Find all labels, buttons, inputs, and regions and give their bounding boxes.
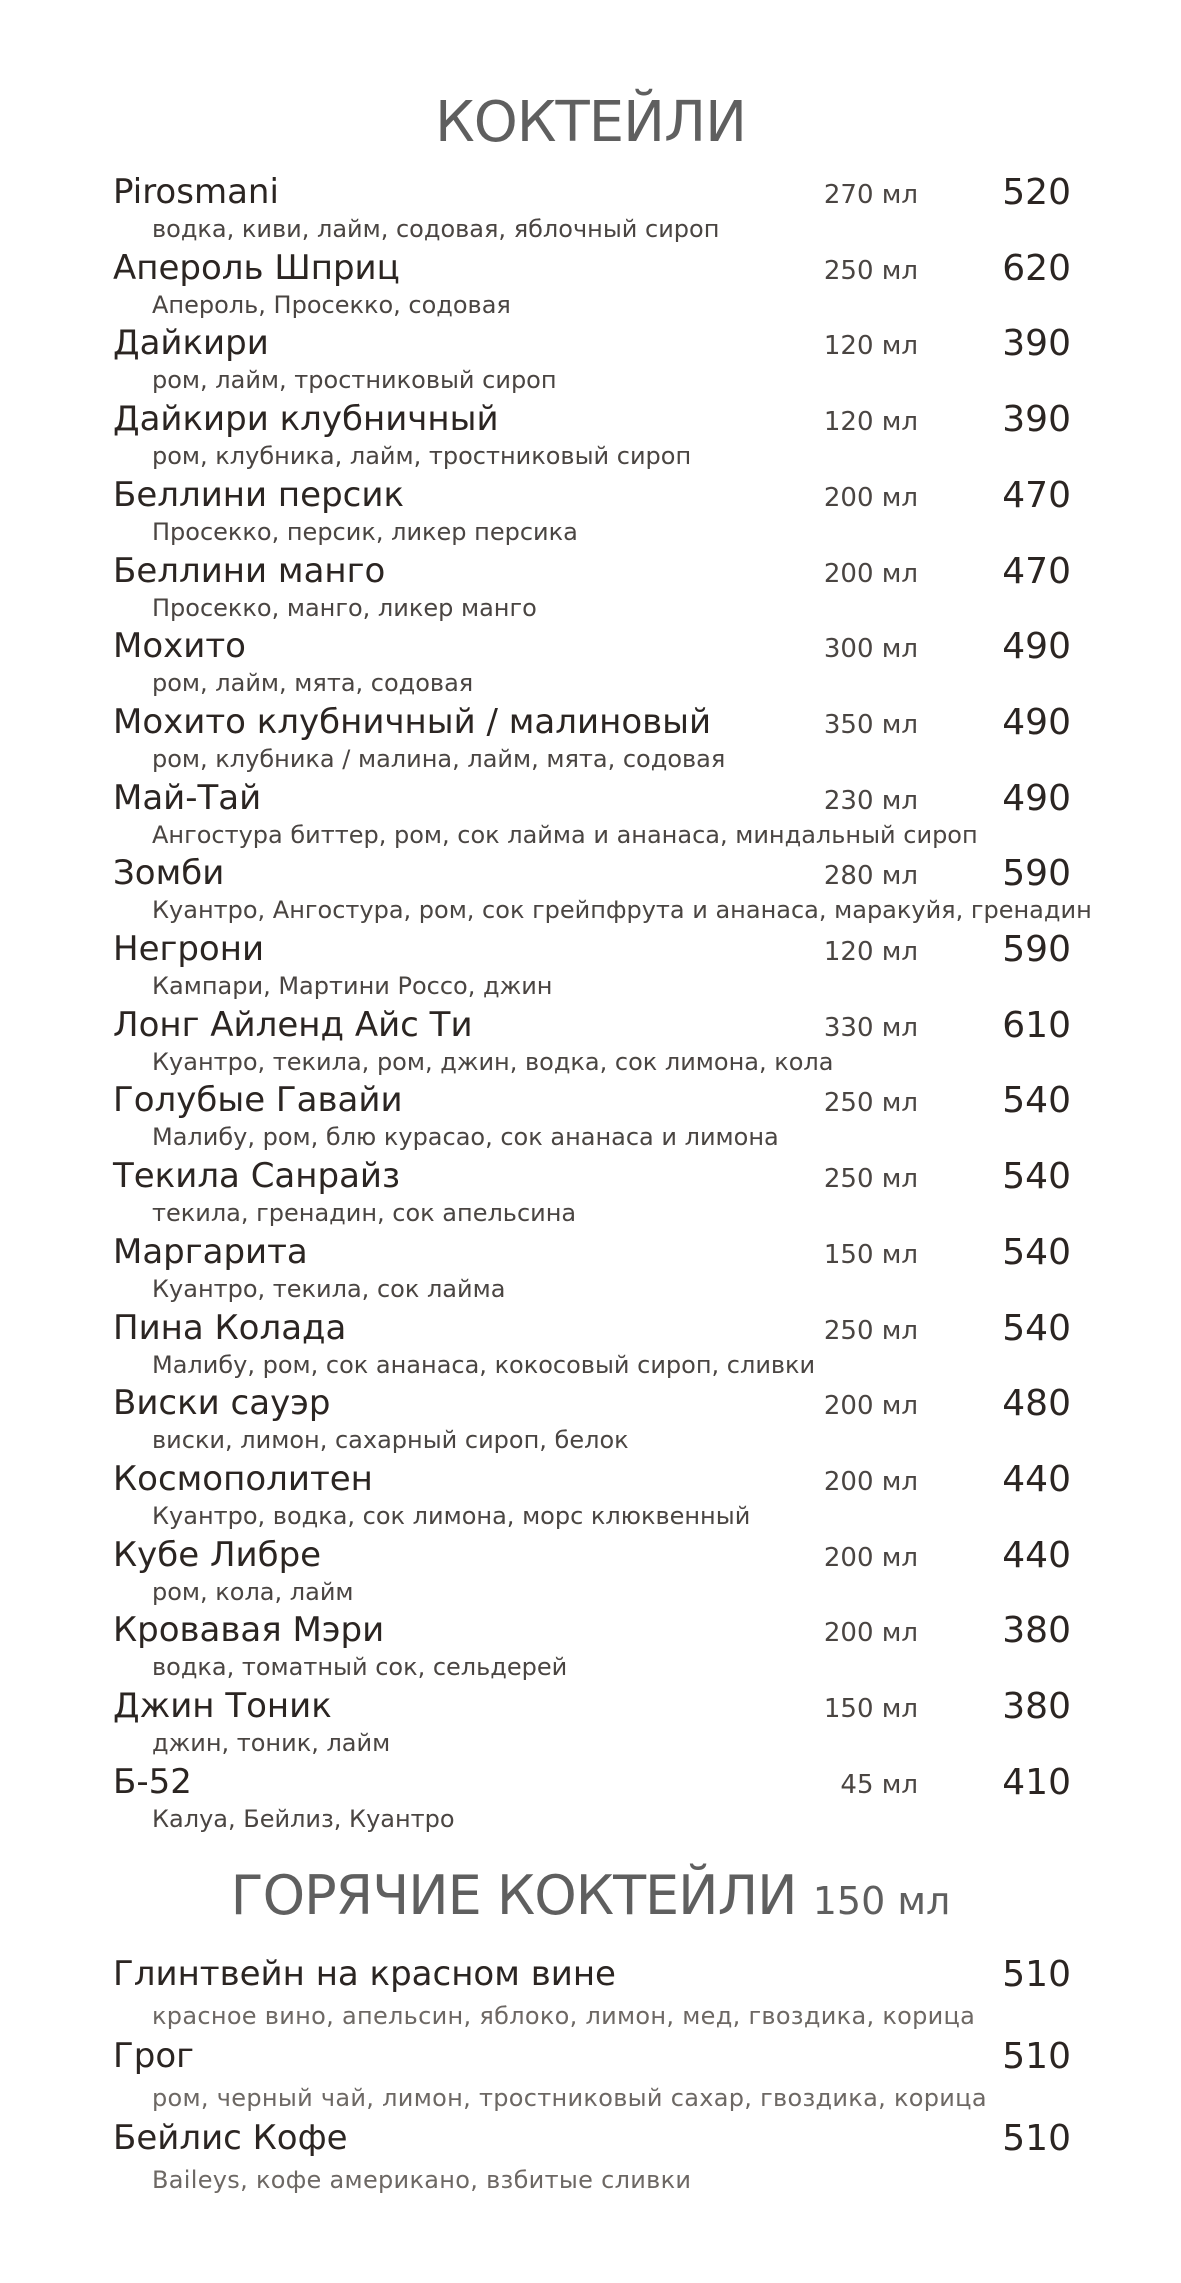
item-price: 610 [1002, 1004, 1071, 1046]
menu-item [0, 2118, 1181, 2198]
item-volume: 270 мл [823, 180, 918, 210]
menu-item [0, 1535, 1181, 1615]
menu-item [0, 1232, 1181, 1312]
item-volume: 300 мл [823, 634, 918, 665]
item-price: 440 [1002, 1534, 1071, 1576]
item-description: Кампари, Мартини Россо, джин [152, 972, 553, 1000]
menu-item [0, 1762, 1181, 1842]
menu-item [0, 626, 1181, 706]
item-price: 440 [1002, 1458, 1071, 1500]
item-price: 540 [1002, 1231, 1071, 1273]
item-price: 390 [1002, 399, 1071, 441]
item-price: 470 [1002, 550, 1071, 592]
item-description: водка, киви, лайм, содовая, яблочный сироп [152, 215, 720, 243]
menu-item [0, 853, 1181, 933]
item-price: 510 [1002, 1954, 1071, 1995]
menu-item [0, 399, 1181, 479]
item-name: Лонг Айленд Айс Ти [113, 1004, 473, 1045]
item-price: 380 [1002, 1610, 1071, 1652]
menu-item [0, 1080, 1181, 1160]
hot-cocktails-title-volume: 150 мл [812, 1879, 951, 1923]
item-volume: 280 мл [823, 861, 918, 892]
menu-item [0, 1459, 1181, 1539]
item-description: ром, клубника / малина, лайм, мята, содовая [152, 744, 726, 773]
menu-item [0, 172, 1181, 252]
item-description: Куантро, текила, сок лайма [152, 1274, 506, 1303]
item-name: Бейлис Кофе [113, 2118, 348, 2158]
item-volume: 150 мл [823, 1239, 918, 1270]
menu-item [0, 929, 1181, 1009]
item-name: Джин Тоник [113, 1686, 332, 1726]
item-price: 480 [1002, 1383, 1071, 1425]
menu-item [0, 702, 1181, 782]
item-volume: 120 мл [823, 937, 918, 967]
item-name: Негрони [113, 929, 265, 969]
item-description: Апероль, Просекко, содовая [152, 290, 511, 319]
item-price: 590 [1002, 929, 1071, 970]
item-price: 590 [1002, 853, 1071, 895]
menu-item [0, 1686, 1181, 1766]
item-volume: 200 мл [823, 1618, 918, 1649]
item-name: Май-Тай [113, 777, 262, 818]
menu-item [0, 1308, 1181, 1388]
item-volume: 120 мл [823, 331, 918, 362]
item-description: ром, лайм, тростниковый сироп [152, 366, 557, 395]
hot-cocktails-title-text: ГОРЯЧИЕ КОКТЕЙЛИ [230, 1864, 797, 1927]
item-price: 620 [1002, 247, 1071, 289]
menu-item [0, 248, 1181, 328]
item-price: 490 [1002, 626, 1071, 668]
item-name: Грог [113, 2036, 194, 2076]
item-volume: 330 мл [823, 1012, 918, 1043]
item-name: Дайкири [113, 323, 269, 364]
item-name: Зомби [113, 853, 225, 894]
item-name: Б-52 [113, 1761, 192, 1802]
menu-item [0, 1156, 1181, 1236]
item-price: 540 [1002, 1307, 1071, 1349]
item-description: Малибу, ром, сок ананаса, кокосовый сироп, сливки [152, 1350, 816, 1379]
item-description: ром, черный чай, лимон, тростниковый сахар, гвоздика, корица [152, 2084, 987, 2112]
item-name: Маргарита [113, 1231, 308, 1272]
hot-cocktails-section-title [0, 1864, 1181, 1927]
item-volume: 250 мл [823, 1164, 918, 1195]
item-name: Кубе Либре [113, 1534, 322, 1575]
item-volume: 250 мл [823, 1315, 918, 1346]
menu-item [0, 2036, 1181, 2116]
item-description: виски, лимон, сахарный сироп, белок [152, 1426, 629, 1455]
item-price: 470 [1002, 474, 1071, 516]
item-price: 490 [1002, 701, 1071, 743]
item-name: Мохито [113, 626, 246, 667]
item-volume: 230 мл [823, 785, 918, 816]
cocktails-section-title: КОКТЕЙЛИ [434, 90, 747, 155]
item-price: 520 [1002, 172, 1071, 213]
item-name: Апероль Шприц [113, 247, 400, 288]
menu-item [0, 323, 1181, 403]
item-volume: 200 мл [823, 1466, 918, 1497]
item-description: Просекко, персик, ликер персика [152, 517, 578, 546]
item-name: Беллини персик [113, 474, 404, 515]
item-description: Куантро, водка, сок лимона, морс клюквенный [152, 1501, 751, 1530]
menu-item [0, 475, 1181, 555]
item-name: Виски сауэр [113, 1383, 331, 1424]
item-description: джин, тоник, лайм [152, 1729, 391, 1757]
item-description: Куантро, текила, ром, джин, водка, сок лимона, кола [152, 1047, 834, 1076]
menu-item [0, 778, 1181, 858]
item-name: Текила Санрайз [113, 1156, 401, 1197]
menu-item [0, 1610, 1181, 1690]
item-name: Pirosmani [113, 172, 279, 212]
item-volume: 250 мл [823, 255, 918, 286]
item-description: текила, гренадин, сок апельсина [152, 1199, 577, 1228]
item-name: Беллини манго [113, 550, 386, 591]
item-volume: 200 мл [823, 558, 918, 589]
item-description: Куантро, Ангостура, ром, сок грейпфрута и ананаса, маракуйя, гренадин [152, 896, 1092, 925]
item-price: 540 [1002, 1156, 1071, 1198]
item-volume: 200 мл [823, 1542, 918, 1573]
item-description: ром, лайм, мята, содовая [152, 669, 474, 698]
item-price: 490 [1002, 777, 1071, 819]
item-price: 540 [1002, 1080, 1071, 1122]
item-price: 380 [1002, 1686, 1071, 1727]
item-description: красное вино, апельсин, яблоко, лимон, мед, гвоздика, корица [152, 2002, 976, 2030]
item-volume: 150 мл [823, 1694, 918, 1724]
item-name: Голубые Гавайи [113, 1080, 403, 1121]
item-volume: 250 мл [823, 1088, 918, 1119]
menu-item [0, 1383, 1181, 1463]
menu-item [0, 1005, 1181, 1085]
item-description: Калуа, Бейлиз, Куантро [152, 1804, 455, 1833]
item-price: 510 [1002, 2036, 1071, 2077]
item-description: ром, кола, лайм [152, 1577, 354, 1606]
item-description: водка, томатный сок, сельдерей [152, 1653, 568, 1682]
menu-item [0, 551, 1181, 631]
item-volume: 200 мл [823, 482, 918, 513]
item-description: Baileys, кофе американо, взбитые сливки [152, 2166, 692, 2194]
menu-item [0, 1954, 1181, 2034]
item-description: ром, клубника, лайм, тростниковый сироп [152, 442, 692, 471]
item-volume: 45 мл [840, 1769, 918, 1800]
item-price: 510 [1002, 2118, 1071, 2159]
item-volume: 200 мл [823, 1391, 918, 1422]
item-description: Просекко, манго, ликер манго [152, 593, 537, 622]
item-description: Ангостура биттер, ром, сок лайма и ананаса, миндальный сироп [152, 820, 978, 849]
item-name: Глинтвейн на красном вине [113, 1954, 616, 1994]
item-name: Космополитен [113, 1458, 373, 1499]
item-name: Кровавая Мэри [113, 1610, 385, 1651]
item-name: Пина Колада [113, 1307, 347, 1348]
item-name: Мохито клубничный / малиновый [113, 701, 712, 742]
item-volume: 120 мл [823, 407, 918, 438]
item-description: Малибу, ром, блю курасао, сок ананаса и лимона [152, 1123, 779, 1152]
item-name: Дайкири клубничный [113, 399, 499, 440]
item-volume: 350 мл [823, 709, 918, 740]
item-price: 410 [1002, 1761, 1071, 1803]
item-price: 390 [1002, 323, 1071, 365]
